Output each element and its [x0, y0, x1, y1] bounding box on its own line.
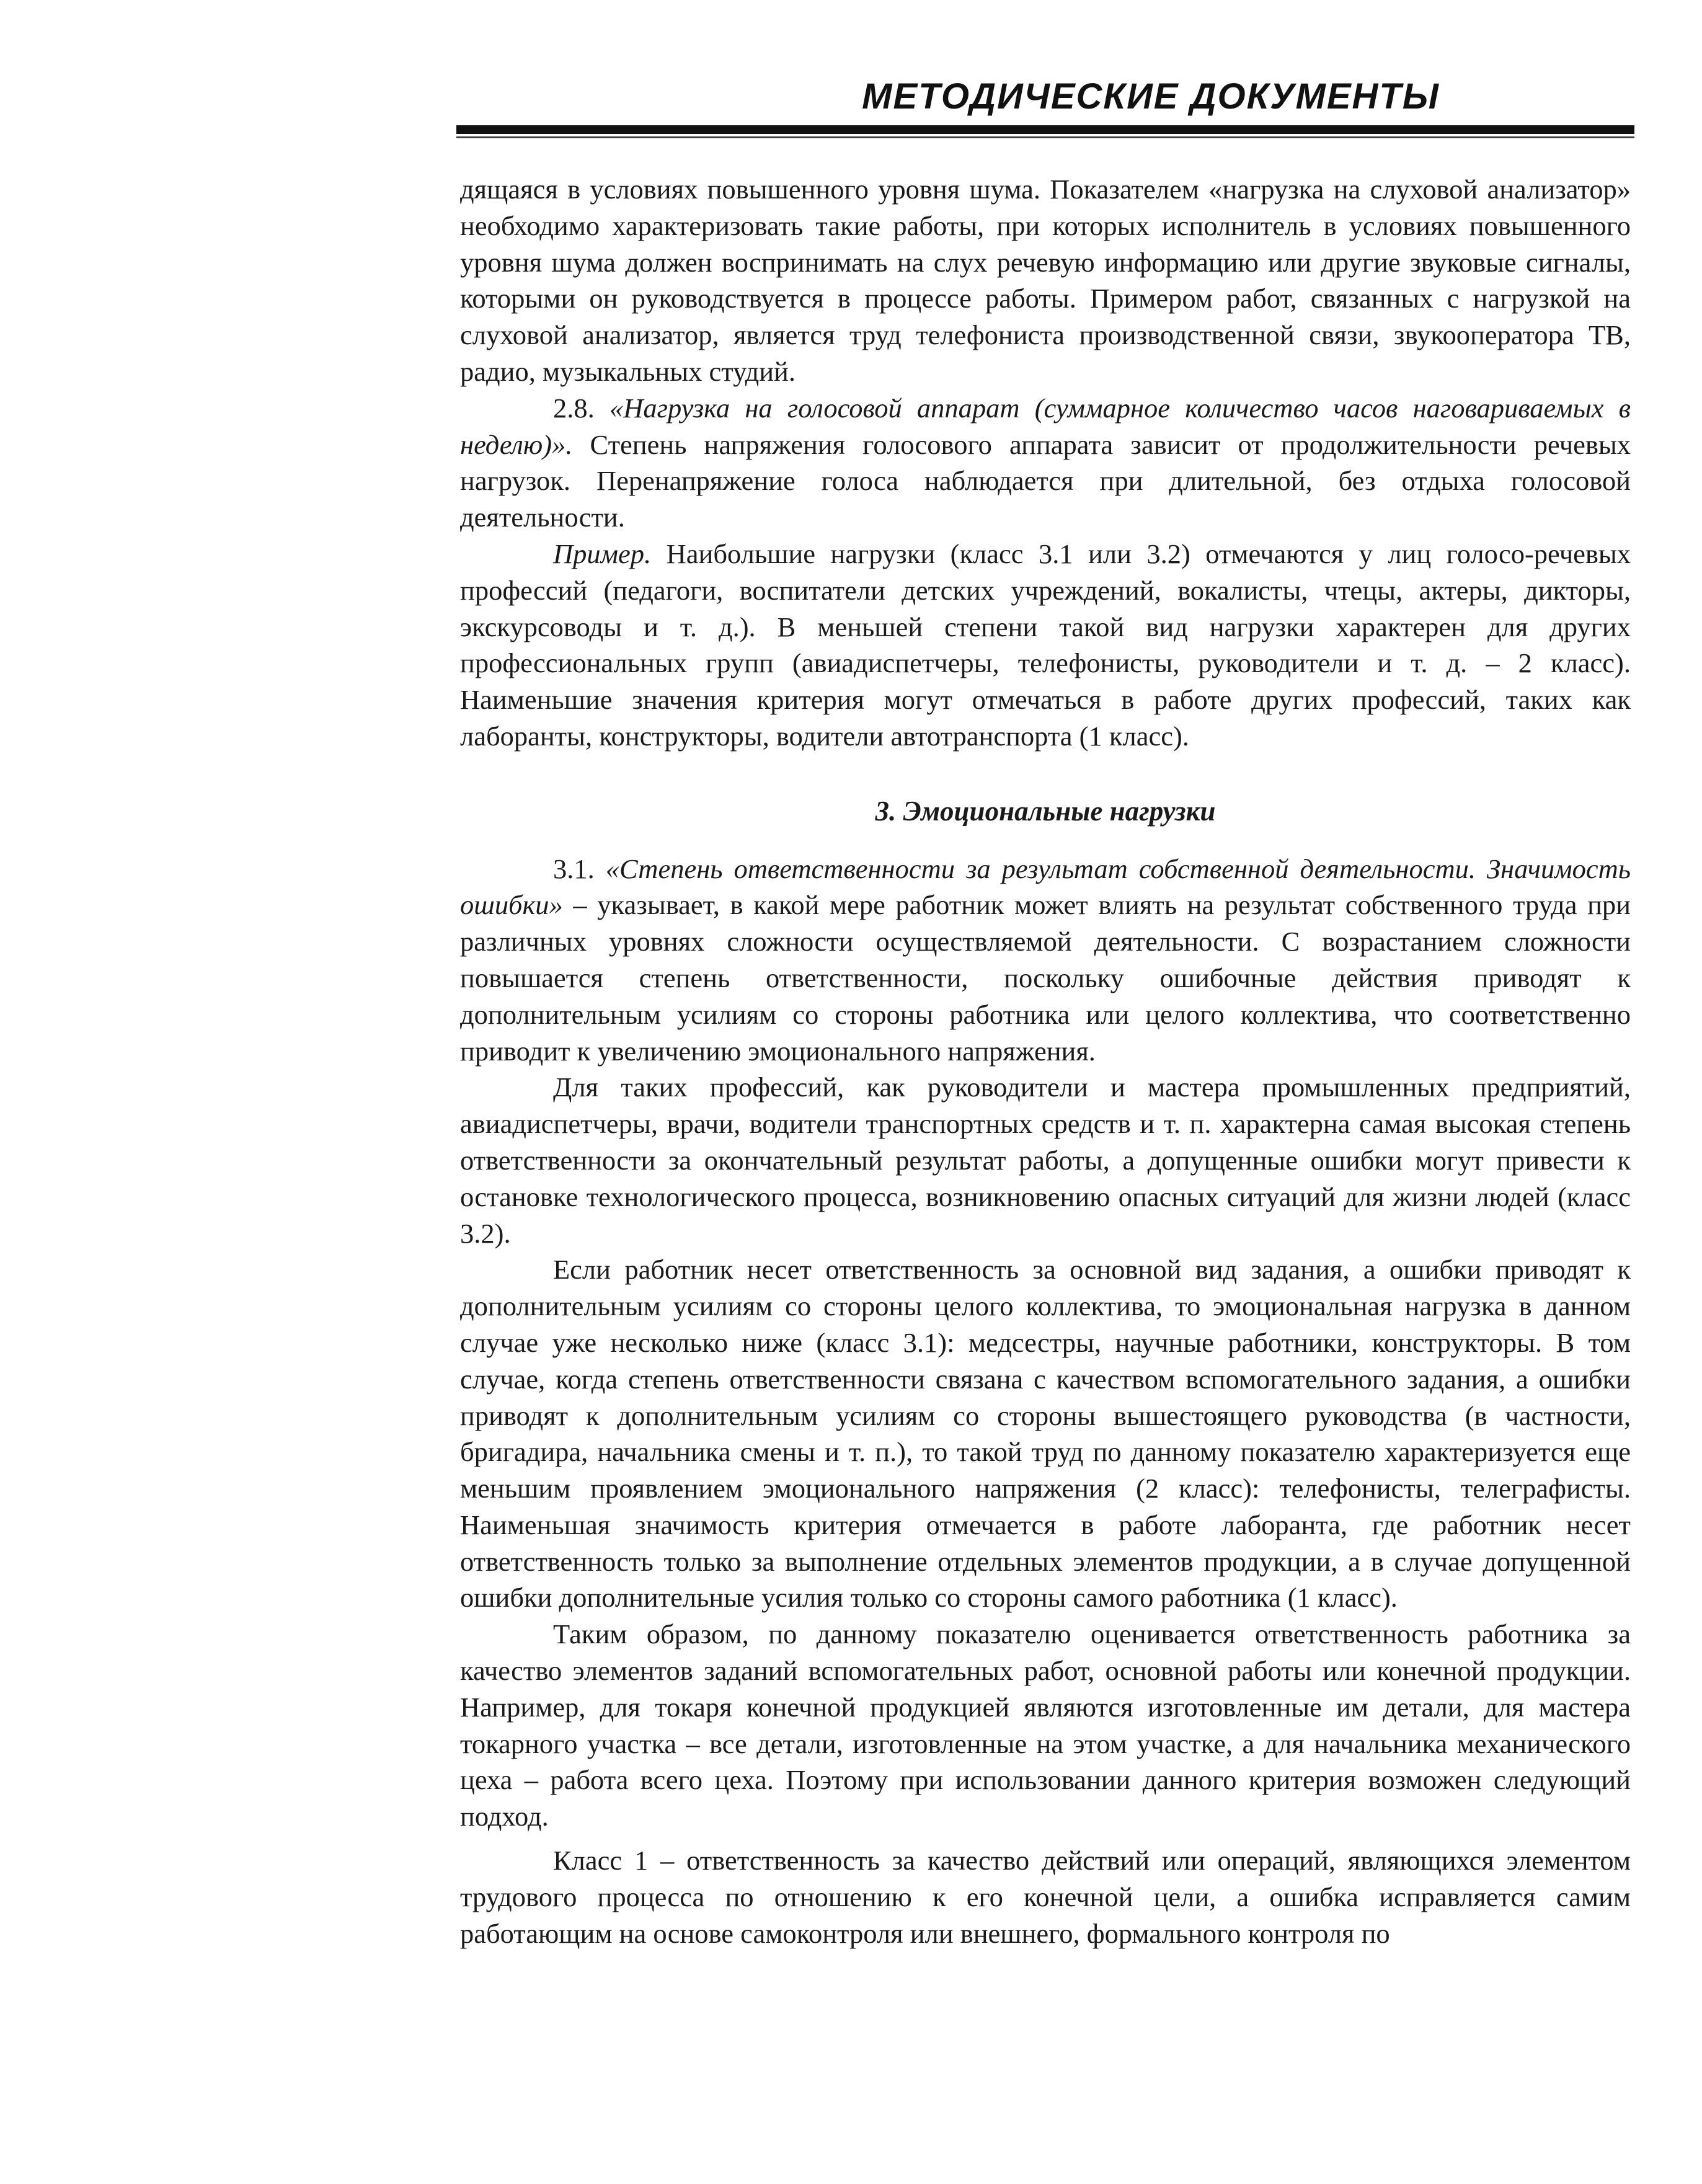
paragraph-example [460, 536, 1631, 755]
clause-title: «Степень ответственности за результат собственной деятельности. Значимость ошибки» [460, 853, 1631, 921]
paragraph-continuation: дящаяся в условиях повышенного уровня шума. Показателем «нагрузка на слуховой анализатор» необходимо характеризовать такие работы, при которых исполнитель в условиях повышенного уровня шума должен воспринимать на слух речевую информацию или другие звуковые сигналы, которыми он руководствуется в процессе работы. Примером работ, связанных с нагрузкой на слуховой анализатор, является труд телефониста производственной связи, звукооператора ТВ, радио, музыкальных студий. [460, 174, 1631, 387]
paragraph-3-1 [460, 851, 1631, 1070]
paragraph-summary: Таким образом, по данному показателю оценивается ответственность работника за качество элементов заданий вспомогательных работ, основной работы или конечной продукции. Например, для токаря конечной продукцией являются изготовленные им детали, для мастера токарного участка – все детали, изготовленные на этом участке, а для начальника механического цеха – работа всего цеха. Поэтому при использовании данного критерия возможен следующий подход. [460, 1618, 1631, 1832]
clause-title: «Нагрузка на голосовой аппарат (суммарное количество часов наговариваемых в неделю)». [460, 392, 1631, 460]
clause-number: 3.1. [553, 853, 606, 884]
example-lead: Пример. [553, 538, 652, 569]
example-text: Наибольшие нагрузки (класс 3.1 или 3.2) отмечаются у лиц голосо-речевых профессий (педагоги, воспитатели детских учреждений, вокалисты, чтецы, актеры, дикторы, экскурсоводы и т. д.). В меньшей степени такой вид нагрузки характерен для других профессиональных групп (авиадиспетчеры, телефонисты, руководители и т. д. – 2 класс). Наименьшие значения критерия могут отмечаться в работе других профессий, таких как лаборанты, конструкторы, водители автотранспорта (1 класс). [460, 538, 1631, 752]
paragraph-class-1: Класс 1 – ответственность за качество действий или операций, являющихся элементом трудового процесса по отношению к его конечной цели, а ошибка исправляется самим работающим на основе самоконтроля или внешнего, формального контроля по [460, 1845, 1631, 1949]
paragraph-responsibility: Если работник несет ответственность за основной вид задания, а ошибки приводят к дополнительным усилиям со стороны целого коллектива, то эмоциональная нагрузка в данном случае уже несколько ниже (класс 3.1): медсестры, научные работники, конструкторы. В том случае, когда степень ответственности связана с качеством вспомогательного задания, а ошибки приводят к дополнительным усилиям со стороны вышестоящего руководства (в частности, бригадира, начальника смены и т. п.), то такой труд по данному показателю характеризуется еще меньшим проявлением эмоционального напряжения (2 класс): телефонисты, телеграфисты. Наименьшая значимость критерия отмечается в работе лаборанта, где работник несет ответственность только за выполнение отдельных элементов продукции, а в случае допущенной ошибки дополнительные усилия только со стороны самого работника (1 класс). [460, 1254, 1631, 1614]
body-text [460, 171, 1631, 1951]
clause-text: – указывает, в какой мере работник может влиять на результат собственного труда при различных уровнях сложности осуществляемой деятельности. С возрастанием сложности повышается степень ответственности, поскольку ошибочные действия приводят к дополнительным усилиям со стороны работника или целого коллектива, что соответственно приводит к увеличению эмоционального напряжения. [460, 889, 1631, 1067]
paragraph-professions: Для таких профессий, как руководители и мастера промышленных предприятий, авиадиспетчеры, врачи, водители транспортных средств и т. п. характерна самая высокая степень ответственности за окончательный результат работы, а допущенные ошибки могут привести к остановке технологического процесса, возникновению опасных ситуаций для жизни людей (класс 3.2). [460, 1072, 1631, 1249]
running-title: МЕТОДИЧЕСКИЕ ДОКУМЕНТЫ [862, 76, 1440, 117]
clause-number: 2.8. [553, 392, 609, 424]
header-rule [456, 125, 1634, 134]
clause-text: Степень напряжения голосового аппарата зависит от продолжительности речевых нагрузок. Перенапряжение голоса наблюдается при длительной, без отдыха голосовой деятельности. [460, 428, 1631, 533]
page-header [456, 72, 1634, 138]
section-heading: 3. Эмоциональные нагрузки [875, 795, 1216, 827]
header-rule-thin [456, 136, 1634, 138]
paragraph-2-8 [460, 390, 1631, 536]
